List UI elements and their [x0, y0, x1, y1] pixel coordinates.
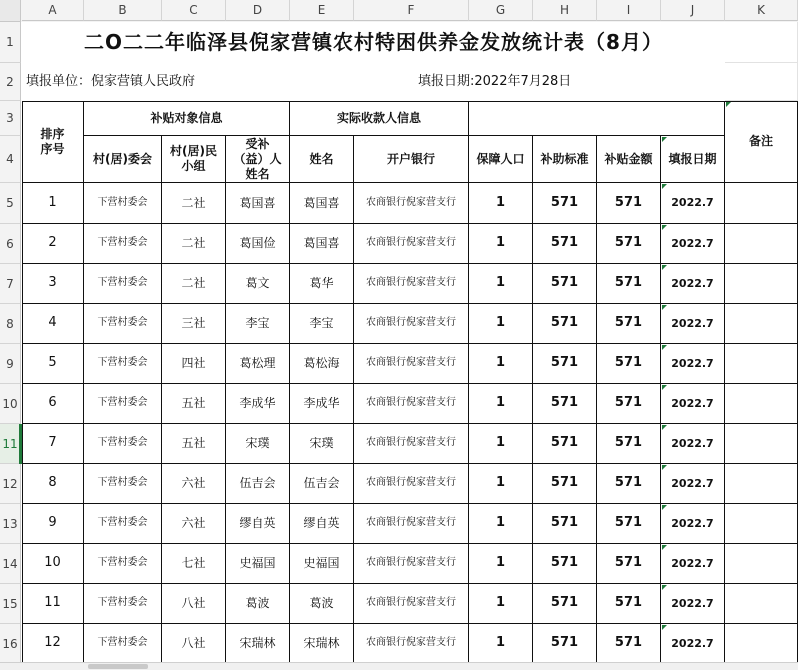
row-9-remark[interactable]	[725, 504, 798, 544]
row-3-seq[interactable]: 3	[22, 264, 84, 304]
row-2-seq[interactable]: 2	[22, 224, 84, 264]
row-11-seq[interactable]: 11	[22, 584, 84, 624]
row-6-seq[interactable]: 6	[22, 384, 84, 424]
row-2-group[interactable]: 二社	[162, 224, 226, 264]
row-4-remark[interactable]	[725, 304, 798, 344]
row-3-name[interactable]: 葛华	[290, 264, 354, 304]
row-11-beneficiary[interactable]: 葛波	[226, 584, 290, 624]
row-1-beneficiary[interactable]: 葛国喜	[226, 183, 290, 224]
row-10-remark[interactable]	[725, 544, 798, 584]
row-8-population[interactable]: 1	[469, 464, 533, 504]
comment-marker-j10	[662, 385, 667, 390]
header-standard[interactable]: 补助标准	[533, 136, 597, 183]
column-header-k[interactable]: K	[725, 0, 798, 21]
header-seq[interactable]: 排序 序号	[22, 101, 84, 183]
scrollbar-thumb[interactable]	[88, 664, 148, 669]
row-11-date[interactable]: 2022.7	[661, 584, 725, 624]
row-6-name[interactable]: 李成华	[290, 384, 354, 424]
row-1-group[interactable]: 二社	[162, 183, 226, 224]
row-11-remark[interactable]	[725, 584, 798, 624]
row-5-name[interactable]: 葛松海	[290, 344, 354, 384]
row-2-date[interactable]: 2022.7	[661, 224, 725, 264]
row-4-amount[interactable]: 571	[597, 304, 661, 344]
column-header-a[interactable]: A	[22, 0, 84, 21]
row-7-seq[interactable]: 7	[22, 424, 84, 464]
row-header-1[interactable]: 1	[0, 22, 21, 63]
row-9-amount[interactable]: 571	[597, 504, 661, 544]
row-8-bank[interactable]: 农商银行倪家营支行	[354, 464, 469, 504]
row-9-village[interactable]: 下营村委会	[84, 504, 162, 544]
row-8-beneficiary[interactable]: 伍吉会	[226, 464, 290, 504]
column-header-c[interactable]: C	[162, 0, 226, 21]
row-8-remark[interactable]	[725, 464, 798, 504]
row-4-name[interactable]: 李宝	[290, 304, 354, 344]
row-12-standard[interactable]: 571	[533, 624, 597, 664]
comment-marker-j11	[662, 425, 667, 430]
row-12-village[interactable]: 下营村委会	[84, 624, 162, 664]
comment-marker-j7	[662, 265, 667, 270]
row-3-date[interactable]: 2022.7	[661, 264, 725, 304]
row-4-standard[interactable]: 571	[533, 304, 597, 344]
row-11-standard[interactable]: 571	[533, 584, 597, 624]
comment-marker-j15	[662, 585, 667, 590]
row-9-date[interactable]: 2022.7	[661, 504, 725, 544]
column-header-g[interactable]: G	[469, 0, 533, 21]
select-all-corner[interactable]	[0, 0, 21, 22]
row-7-standard[interactable]: 571	[533, 424, 597, 464]
row-7-population[interactable]: 1	[469, 424, 533, 464]
row-2-beneficiary[interactable]: 葛国俭	[226, 224, 290, 264]
row-7-date[interactable]: 2022.7	[661, 424, 725, 464]
fill-date: 填报日期:2022年7月28日	[418, 73, 572, 89]
row-6-population[interactable]: 1	[469, 384, 533, 424]
row-11-bank[interactable]: 农商银行倪家营支行	[354, 584, 469, 624]
row-6-date[interactable]: 2022.7	[661, 384, 725, 424]
row-header-12[interactable]: 12	[0, 464, 21, 504]
column-header-b[interactable]: B	[84, 0, 162, 21]
row-12-beneficiary[interactable]: 宋瑞林	[226, 624, 290, 664]
row-12-group[interactable]: 八社	[162, 624, 226, 664]
row-8-date[interactable]: 2022.7	[661, 464, 725, 504]
row-3-amount[interactable]: 571	[597, 264, 661, 304]
row-11-village[interactable]: 下营村委会	[84, 584, 162, 624]
cell-k2[interactable]	[725, 63, 798, 101]
row-8-group[interactable]: 六社	[162, 464, 226, 504]
row-5-standard[interactable]: 571	[533, 344, 597, 384]
comment-marker-j9	[662, 345, 667, 350]
row-4-seq[interactable]: 4	[22, 304, 84, 344]
row-3-village[interactable]: 下营村委会	[84, 264, 162, 304]
header-group[interactable]: 村(居)民 小组	[162, 136, 226, 183]
header-village[interactable]: 村(居)委会	[84, 136, 162, 183]
row-4-group[interactable]: 三社	[162, 304, 226, 344]
row-2-village[interactable]: 下营村委会	[84, 224, 162, 264]
row-header-5[interactable]: 5	[0, 183, 21, 224]
row-header-11[interactable]: 11	[0, 424, 21, 464]
row-10-name[interactable]: 史福国	[290, 544, 354, 584]
row-10-village[interactable]: 下营村委会	[84, 544, 162, 584]
comment-marker-k3	[726, 102, 731, 107]
row-2-population[interactable]: 1	[469, 224, 533, 264]
row-6-beneficiary[interactable]: 李成华	[226, 384, 290, 424]
row-12-remark[interactable]	[725, 624, 798, 664]
column-header-i[interactable]: I	[597, 0, 661, 21]
cell-k1[interactable]	[725, 22, 798, 63]
row-1-village[interactable]: 下营村委会	[84, 183, 162, 224]
row-6-bank[interactable]: 农商银行倪家营支行	[354, 384, 469, 424]
row-9-beneficiary[interactable]: 缪自英	[226, 504, 290, 544]
row-header-3[interactable]: 3	[0, 101, 21, 136]
row-9-seq[interactable]: 9	[22, 504, 84, 544]
row-header-16[interactable]: 16	[0, 624, 21, 664]
row-10-group[interactable]: 七社	[162, 544, 226, 584]
row-12-seq[interactable]: 12	[22, 624, 84, 664]
header-population[interactable]: 保障人口	[469, 136, 533, 183]
row-1-date[interactable]: 2022.7	[661, 183, 725, 224]
row-6-standard[interactable]: 571	[533, 384, 597, 424]
row-10-beneficiary[interactable]: 史福国	[226, 544, 290, 584]
row-6-group[interactable]: 五社	[162, 384, 226, 424]
row-11-population[interactable]: 1	[469, 584, 533, 624]
comment-marker-j13	[662, 505, 667, 510]
row-5-group[interactable]: 四社	[162, 344, 226, 384]
row-3-remark[interactable]	[725, 264, 798, 304]
column-header-j[interactable]: J	[661, 0, 725, 21]
header-remark[interactable]: 备注	[725, 101, 798, 183]
row-9-bank[interactable]: 农商银行倪家营支行	[354, 504, 469, 544]
row-7-group[interactable]: 五社	[162, 424, 226, 464]
row-5-remark[interactable]	[725, 344, 798, 384]
row-5-date[interactable]: 2022.7	[661, 344, 725, 384]
header-bank[interactable]: 开户银行	[354, 136, 469, 183]
row-2-standard[interactable]: 571	[533, 224, 597, 264]
row-1-amount[interactable]: 571	[597, 183, 661, 224]
row-header-13[interactable]: 13	[0, 504, 21, 544]
row-1-name[interactable]: 葛国喜	[290, 183, 354, 224]
column-header-d[interactable]: D	[226, 0, 290, 21]
header-beneficiary[interactable]: 受补 （益）人 姓名	[226, 136, 290, 183]
header-subsidy-group[interactable]: 补贴对象信息	[84, 101, 290, 136]
row-10-standard[interactable]: 571	[533, 544, 597, 584]
row-5-beneficiary[interactable]: 葛松理	[226, 344, 290, 384]
column-header-e[interactable]: E	[290, 0, 354, 21]
row-2-remark[interactable]	[725, 224, 798, 264]
comment-marker-j5	[662, 184, 667, 189]
row-8-name[interactable]: 伍吉会	[290, 464, 354, 504]
row-7-bank[interactable]: 农商银行倪家营支行	[354, 424, 469, 464]
row-8-seq[interactable]: 8	[22, 464, 84, 504]
row-header-4[interactable]: 4	[0, 136, 21, 183]
header-blank-group[interactable]	[469, 101, 725, 136]
row-3-group[interactable]: 二社	[162, 264, 226, 304]
row-header-14[interactable]: 14	[0, 544, 21, 584]
header-amount[interactable]: 补贴金额	[597, 136, 661, 183]
row-10-seq[interactable]: 10	[22, 544, 84, 584]
row-7-beneficiary[interactable]: 宋璞	[226, 424, 290, 464]
header-name[interactable]: 姓名	[290, 136, 354, 183]
row-4-bank[interactable]: 农商银行倪家营支行	[354, 304, 469, 344]
row-11-amount[interactable]: 571	[597, 584, 661, 624]
row-9-population[interactable]: 1	[469, 504, 533, 544]
row-4-date[interactable]: 2022.7	[661, 304, 725, 344]
row-header-9[interactable]: 9	[0, 344, 21, 384]
row-header-10[interactable]: 10	[0, 384, 21, 424]
row-5-amount[interactable]: 571	[597, 344, 661, 384]
row-2-name[interactable]: 葛国喜	[290, 224, 354, 264]
row-12-date[interactable]: 2022.7	[661, 624, 725, 664]
comment-marker-j4	[662, 137, 667, 142]
comment-marker-j6	[662, 225, 667, 230]
row-1-seq[interactable]: 1	[22, 183, 84, 224]
row-header-15[interactable]: 15	[0, 584, 21, 624]
row-10-bank[interactable]: 农商银行倪家营支行	[354, 544, 469, 584]
row-12-bank[interactable]: 农商银行倪家营支行	[354, 624, 469, 664]
row-6-village[interactable]: 下营村委会	[84, 384, 162, 424]
row-3-beneficiary[interactable]: 葛文	[226, 264, 290, 304]
row-7-remark[interactable]	[725, 424, 798, 464]
comment-marker-j16	[662, 625, 667, 630]
row-3-bank[interactable]: 农商银行倪家营支行	[354, 264, 469, 304]
row-12-amount[interactable]: 571	[597, 624, 661, 664]
comment-marker-j8	[662, 305, 667, 310]
row-2-amount[interactable]: 571	[597, 224, 661, 264]
header-date[interactable]: 填报日期	[661, 136, 725, 183]
row-1-population[interactable]: 1	[469, 183, 533, 224]
row-9-standard[interactable]: 571	[533, 504, 597, 544]
row-12-name[interactable]: 宋瑞林	[290, 624, 354, 664]
row-1-bank[interactable]: 农商银行倪家营支行	[354, 183, 469, 224]
row-header-8[interactable]: 8	[0, 304, 21, 344]
row-10-date[interactable]: 2022.7	[661, 544, 725, 584]
row-header-7[interactable]: 7	[0, 264, 21, 304]
row-3-standard[interactable]: 571	[533, 264, 597, 304]
row-6-amount[interactable]: 571	[597, 384, 661, 424]
row-12-population[interactable]: 1	[469, 624, 533, 664]
row-9-group[interactable]: 六社	[162, 504, 226, 544]
header-recipient-group[interactable]: 实际收款人信息	[290, 101, 469, 136]
row-4-population[interactable]: 1	[469, 304, 533, 344]
row-4-beneficiary[interactable]: 李宝	[226, 304, 290, 344]
column-header-f[interactable]: F	[354, 0, 469, 21]
row-11-group[interactable]: 八社	[162, 584, 226, 624]
row-10-amount[interactable]: 571	[597, 544, 661, 584]
page-title: 二O二二年临泽县倪家营镇农村特困供养金发放统计表（8月）	[84, 30, 663, 54]
row-8-standard[interactable]: 571	[533, 464, 597, 504]
row-6-remark[interactable]	[725, 384, 798, 424]
row-10-population[interactable]: 1	[469, 544, 533, 584]
row-1-remark[interactable]	[725, 183, 798, 224]
row-7-name[interactable]: 宋璞	[290, 424, 354, 464]
row-11-name[interactable]: 葛波	[290, 584, 354, 624]
row-2-bank[interactable]: 农商银行倪家营支行	[354, 224, 469, 264]
row-8-village[interactable]: 下营村委会	[84, 464, 162, 504]
row-header-2[interactable]: 2	[0, 63, 21, 101]
row-7-amount[interactable]: 571	[597, 424, 661, 464]
row-9-name[interactable]: 缪自英	[290, 504, 354, 544]
row-5-bank[interactable]: 农商银行倪家营支行	[354, 344, 469, 384]
comment-marker-j12	[662, 465, 667, 470]
row-7-village[interactable]: 下营村委会	[84, 424, 162, 464]
row-8-amount[interactable]: 571	[597, 464, 661, 504]
row-1-standard[interactable]: 571	[533, 183, 597, 224]
row-header-6[interactable]: 6	[0, 224, 21, 264]
row-5-population[interactable]: 1	[469, 344, 533, 384]
column-header-h[interactable]: H	[533, 0, 597, 21]
row-5-village[interactable]: 下营村委会	[84, 344, 162, 384]
comment-marker-j14	[662, 545, 667, 550]
row-4-village[interactable]: 下营村委会	[84, 304, 162, 344]
fill-unit: 填报单位：倪家营镇人民政府	[26, 73, 196, 89]
row-3-population[interactable]: 1	[469, 264, 533, 304]
column-header-bar	[0, 0, 798, 22]
row-5-seq[interactable]: 5	[22, 344, 84, 384]
